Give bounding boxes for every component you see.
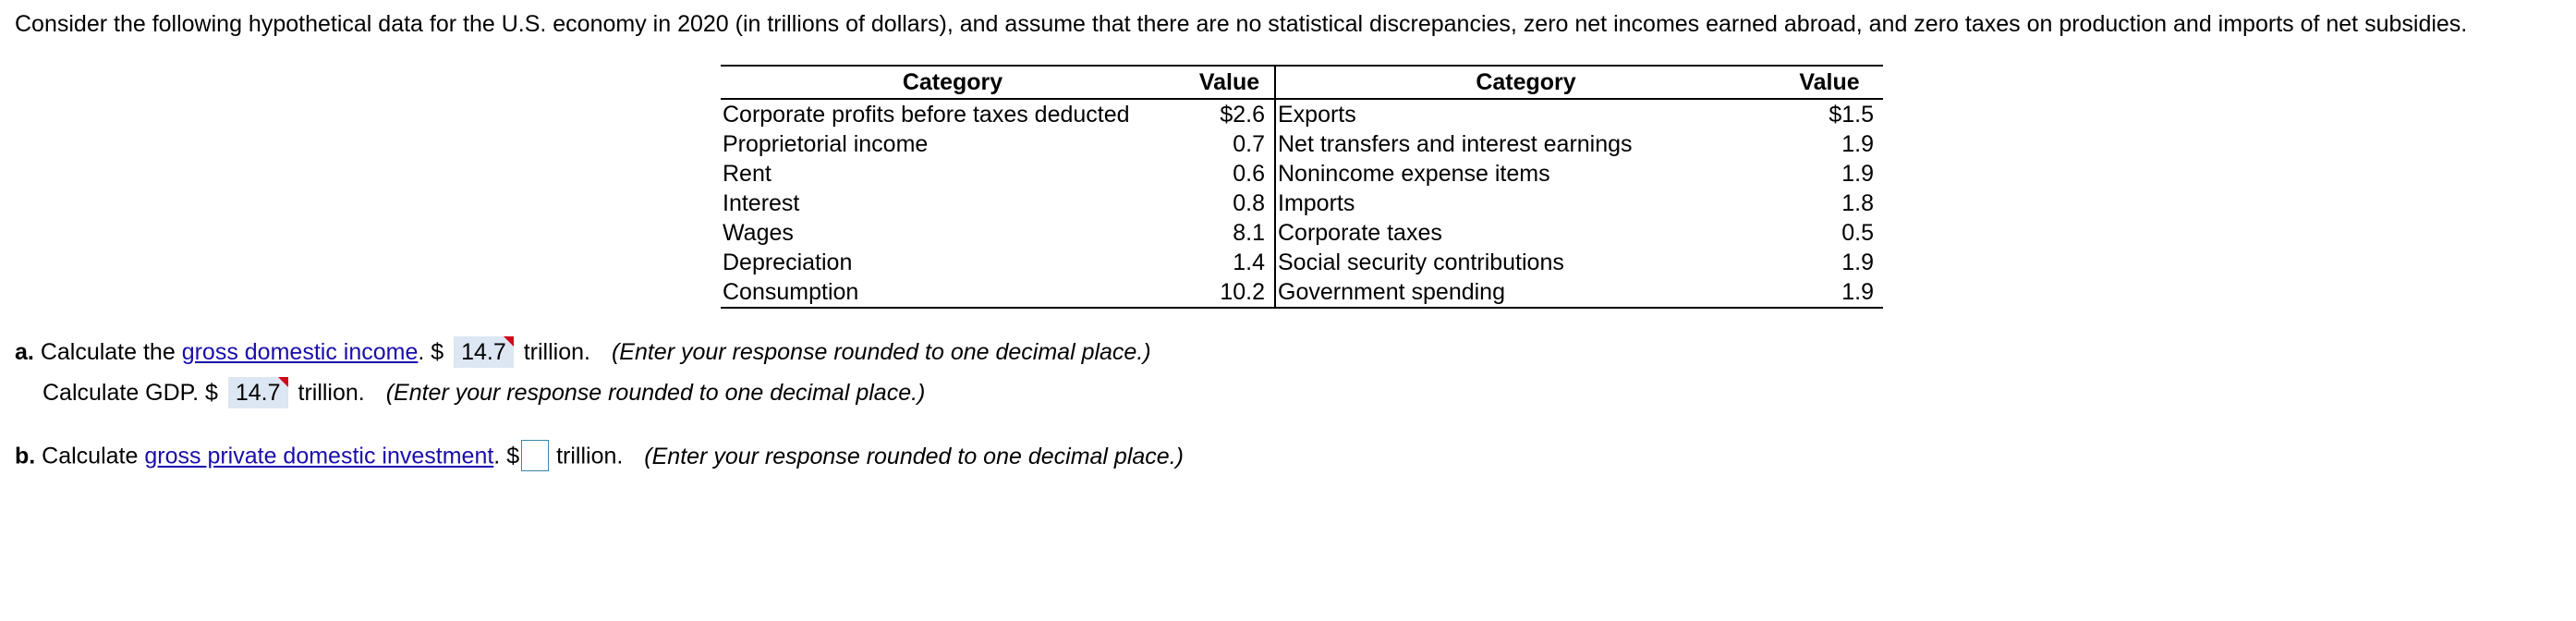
table-cell-value: 10.2 <box>1185 277 1275 308</box>
table-cell-value: $1.5 <box>1829 102 1874 128</box>
question-b-label: b. <box>15 443 36 469</box>
question-a-gdp <box>43 377 925 408</box>
table-row <box>721 99 1883 129</box>
table-cell-category: Wages <box>723 220 794 246</box>
table-cell-category: Government spending <box>1278 279 1505 305</box>
question-a-text: Calculate the <box>40 339 176 365</box>
table-row <box>721 248 1883 277</box>
table-cell-category: Exports <box>1278 102 1356 128</box>
table-cell-value: 0.6 <box>1185 159 1275 189</box>
column-header-category-right: Category <box>1275 66 1776 99</box>
table-cell-value: 8.1 <box>1185 218 1275 248</box>
question-b-text: Calculate <box>42 443 139 469</box>
table-cell-value: 1.9 <box>1841 131 1874 157</box>
question-a2-hint: (Enter your response rounded to one decimal place.) <box>385 380 926 406</box>
table-cell-value: 0.5 <box>1841 220 1874 246</box>
incorrect-flag-icon <box>278 377 288 387</box>
question-a-unit: trillion. <box>523 339 590 365</box>
table-header-row <box>721 66 1883 99</box>
table-cell-category: Proprietorial income <box>723 131 929 157</box>
question-a-label: a. <box>15 339 34 365</box>
question-a2-unit: trillion. <box>298 380 365 406</box>
gross-domestic-income-link[interactable]: gross domestic income <box>181 339 419 365</box>
question-a-gdi <box>15 336 1151 368</box>
gdp-answer-value: 14.7 <box>235 380 281 406</box>
problem-intro: Consider the following hypothetical data for the U.S. economy in 2020 (in trillions of dollars), and assume that there are no statistical discrepancies, zero net incomes earned abroad, and zero taxes on production and imports of net subsidies. <box>15 11 2468 37</box>
data-table <box>721 65 1883 309</box>
table-cell-value: 1.8 <box>1841 190 1874 216</box>
table-cell-value: 0.8 <box>1185 189 1275 218</box>
table-cell-category: Social security contributions <box>1278 250 1564 275</box>
table-cell-category: Nonincome expense items <box>1278 161 1550 187</box>
gdi-answer-field[interactable] <box>454 336 514 368</box>
question-b-investment <box>15 442 1184 473</box>
column-header-value-left: Value <box>1185 66 1275 99</box>
question-a2-text: Calculate GDP. $ <box>43 380 218 406</box>
gross-private-domestic-investment-link[interactable]: gross private domestic investment <box>144 443 494 469</box>
gdp-answer-field[interactable] <box>228 377 288 408</box>
table-cell-category: Imports <box>1278 190 1355 216</box>
table-cell-value: 1.9 <box>1841 279 1874 305</box>
table-cell-value: 1.9 <box>1841 250 1874 275</box>
question-a-hint: (Enter your response rounded to one decimal place.) <box>611 339 1151 365</box>
table-cell-category: Consumption <box>723 279 859 305</box>
gdi-answer-value: 14.7 <box>461 339 506 365</box>
investment-answer-input[interactable] <box>521 440 549 471</box>
column-header-value-right: Value <box>1776 66 1883 99</box>
table-cell-category: Net transfers and interest earnings <box>1278 131 1633 157</box>
table-row <box>721 189 1883 218</box>
question-b-dollar: . $ <box>493 443 520 469</box>
table-row <box>721 159 1883 189</box>
table-cell-category: Corporate profits before taxes deducted <box>723 102 1130 128</box>
table-cell-category: Interest <box>723 190 800 216</box>
column-header-category-left: Category <box>721 66 1185 99</box>
table-cell-category: Corporate taxes <box>1278 220 1442 246</box>
question-b-hint: (Enter your response rounded to one decimal place.) <box>644 443 1184 469</box>
question-b-unit: trillion. <box>556 443 624 469</box>
table-row <box>721 129 1883 159</box>
question-a-dollar: . $ <box>418 339 444 365</box>
table-cell-category: Depreciation <box>723 250 853 275</box>
table-cell-value: 1.4 <box>1185 248 1275 277</box>
incorrect-flag-icon <box>504 336 514 347</box>
table-cell-value: 0.7 <box>1185 129 1275 159</box>
table-cell-category: Rent <box>723 161 772 187</box>
table-cell-value: 1.9 <box>1841 161 1874 187</box>
table-row <box>721 277 1883 308</box>
table-cell-value: $2.6 <box>1185 99 1275 129</box>
table-row <box>721 218 1883 248</box>
